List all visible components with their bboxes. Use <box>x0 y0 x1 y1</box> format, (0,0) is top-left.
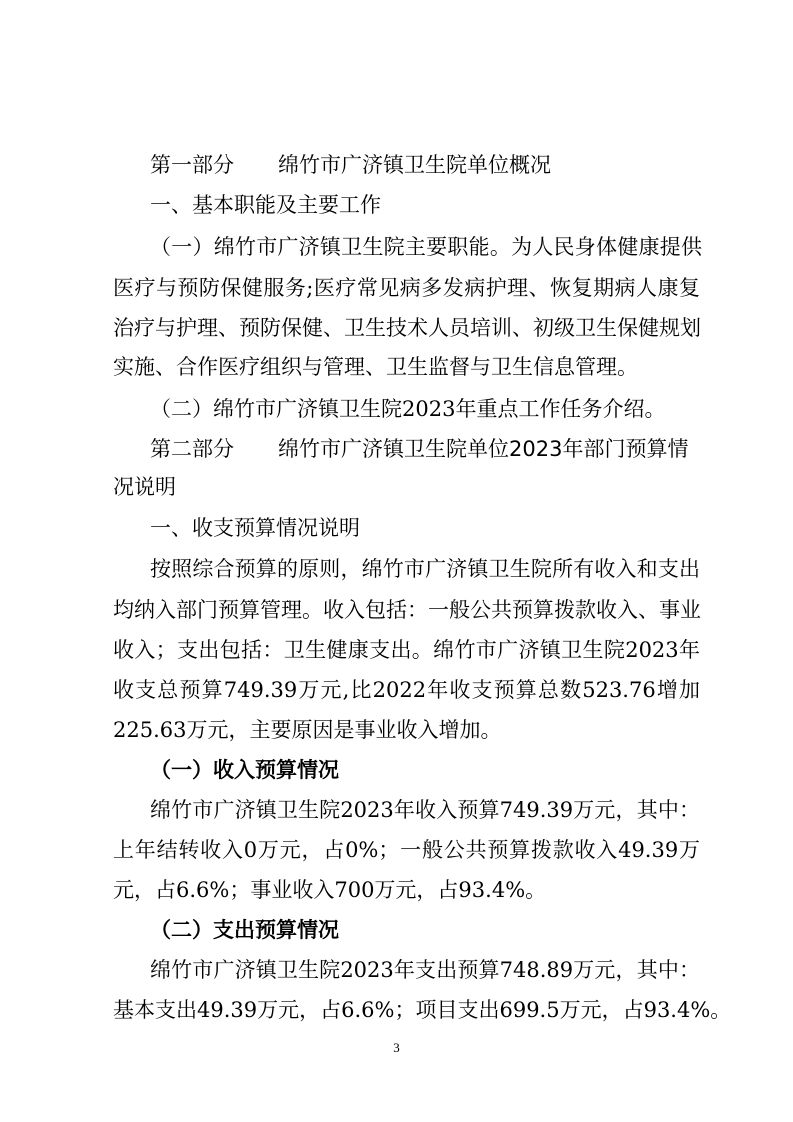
para3-line-5: 225.63万元，主要原因是事业收入增加。 <box>113 718 502 742</box>
para1-line-1: （一）绵竹市广济镇卫生院主要职能。为人民身体健康提供 <box>150 235 702 259</box>
para4-line-3: 元，占6.6%；事业收入700万元，占93.4%。 <box>113 878 547 902</box>
part2-title-line2: 况说明 <box>113 475 176 499</box>
para5-line-1: 绵竹市广济镇卫生院2023年支出预算748.89万元，其中： <box>150 958 700 982</box>
part2-label: 第二部分 <box>150 437 234 461</box>
page-number: 3 <box>393 1040 400 1055</box>
part1-heading <box>150 152 551 178</box>
part1-title: 绵竹市广济镇卫生院单位概况 <box>278 153 551 177</box>
para5-line-2: 基本支出49.39万元，占6.6%；项目支出699.5万元，占93.4%。 <box>113 998 732 1022</box>
part1-label: 第一部分 <box>150 153 234 177</box>
para3-line-1: 按照综合预算的原则，绵竹市广济镇卫生院所有收入和支出 <box>150 557 700 581</box>
income-heading: （一）收入预算情况 <box>150 757 339 782</box>
section1-heading: 一、基本职能及主要工作 <box>150 193 381 217</box>
para3-line-4: 收支总预算749.39万元,比2022年收支预算总数523.76增加 <box>113 678 700 702</box>
part2-title-line1: 绵竹市广济镇卫生院单位2023年部门预算情 <box>278 437 689 461</box>
section2-heading: 一、收支预算情况说明 <box>150 516 360 540</box>
para2: （二）绵竹市广济镇卫生院2023年重点工作任务介绍。 <box>150 397 666 421</box>
para1-line-2: 医疗与预防保健服务;医疗常见病多发病护理、恢复期病人康复 <box>113 276 700 300</box>
para4-line-2: 上年结转收入0万元，占0%；一般公共预算拨款收入49.39万 <box>113 838 700 862</box>
para4-line-1: 绵竹市广济镇卫生院2023年收入预算749.39万元，其中： <box>150 798 700 822</box>
para3-line-3: 收入；支出包括：卫生健康支出。绵竹市广济镇卫生院2023年 <box>113 638 700 662</box>
expense-heading: （二）支出预算情况 <box>150 917 339 942</box>
para3-line-2: 均纳入部门预算管理。收入包括：一般公共预算拨款收入、事业 <box>113 598 701 622</box>
para1-line-4: 实施、合作医疗组织与管理、卫生监督与卫生信息管理。 <box>113 355 638 379</box>
part2-heading <box>150 436 688 462</box>
para1-line-3: 治疗与护理、预防保健、卫生技术人员培训、初级卫生保健规划 <box>113 316 701 340</box>
